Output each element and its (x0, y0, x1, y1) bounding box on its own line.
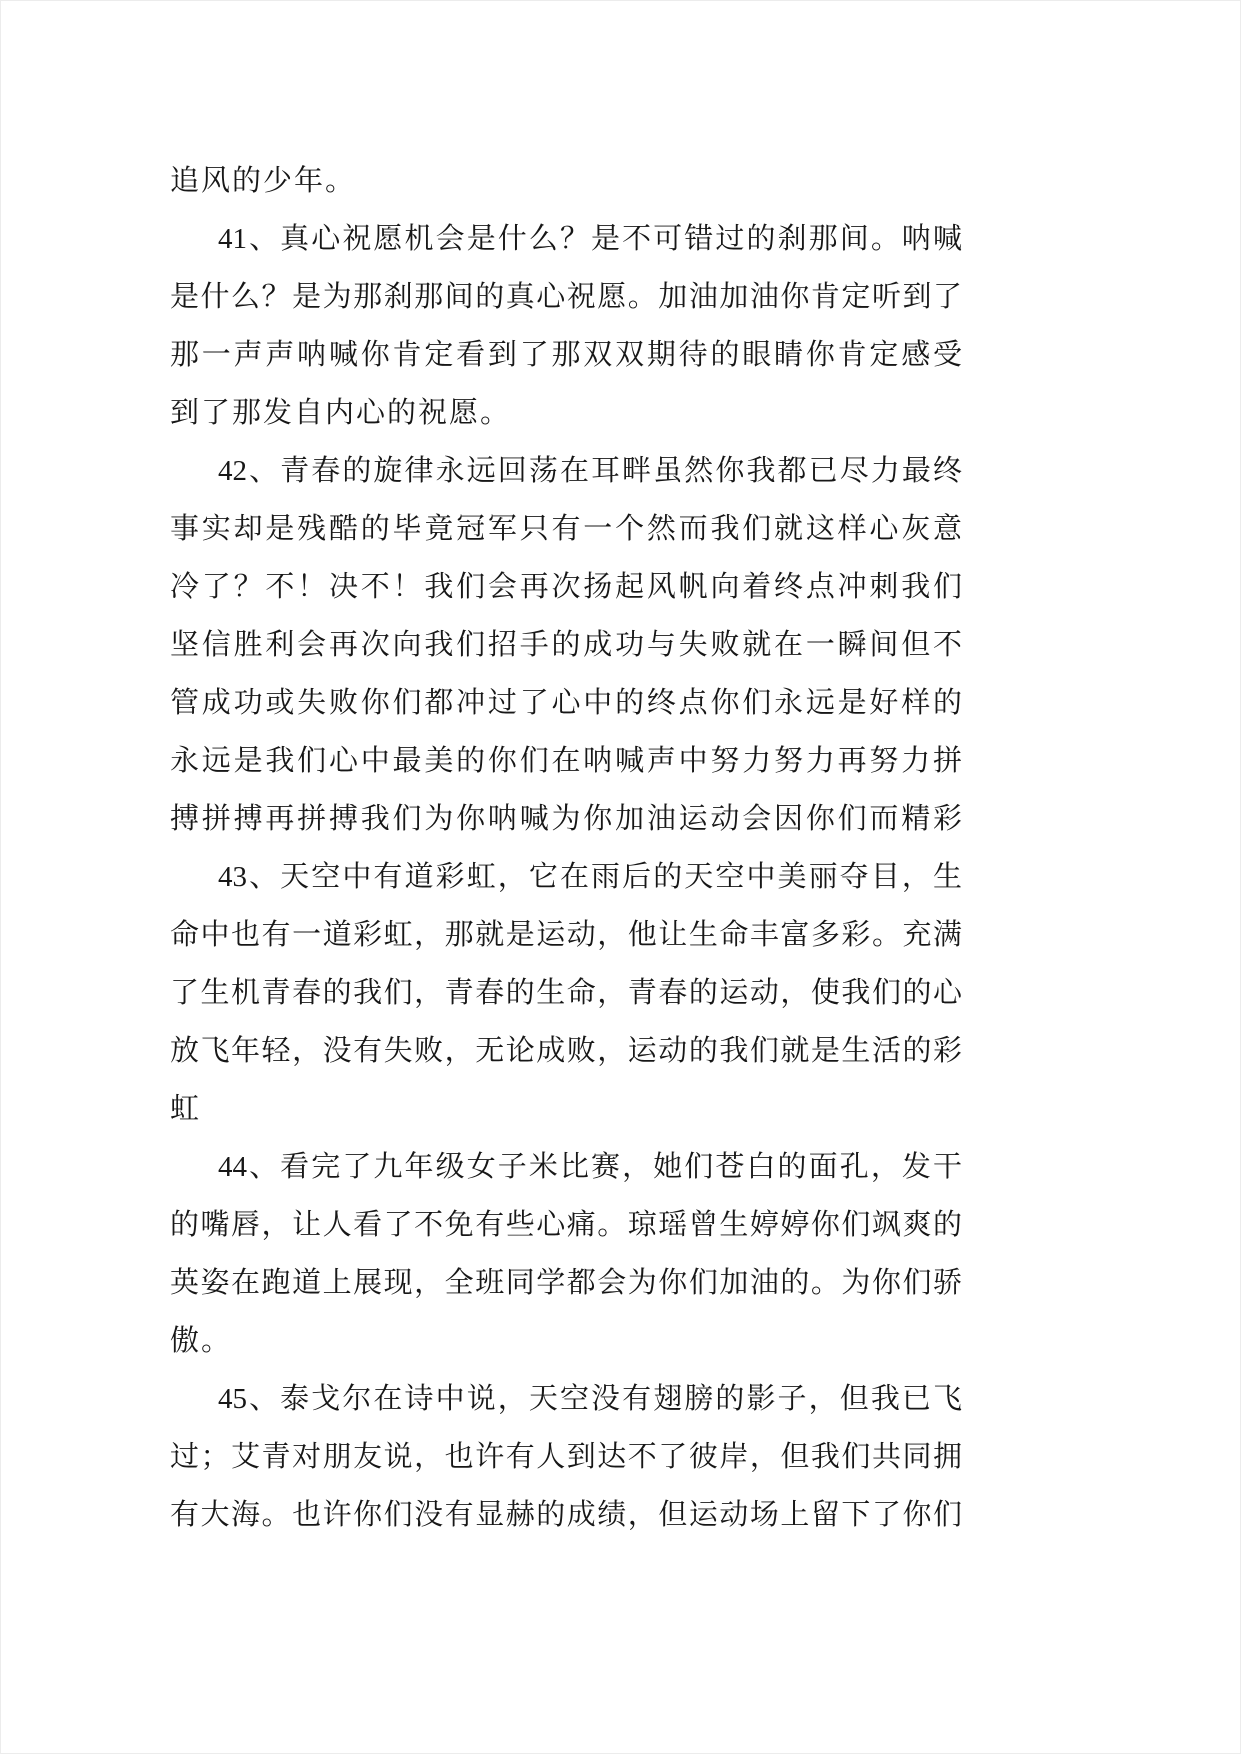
text-line: 41、真心祝愿机会是什么？是不可错过的刹那间。呐喊 (218, 223, 962, 255)
text-line: 搏拼搏再拼搏我们为你呐喊为你加油运动会因你们而精彩 (170, 803, 962, 835)
text-line: 45、泰戈尔在诗中说，天空没有翅膀的影子，但我已飞 (218, 1383, 962, 1415)
text-line: 永远是我们心中最美的你们在呐喊声中努力努力再努力拼 (170, 745, 962, 777)
text-line: 命中也有一道彩虹，那就是运动，他让生命丰富多彩。充满 (170, 919, 962, 951)
text-line: 傲。 (170, 1325, 233, 1357)
text-line: 过；艾青对朋友说，也许有人到达不了彼岸，但我们共同拥 (170, 1441, 962, 1473)
text-line: 了生机青春的我们，青春的生命，青春的运动，使我们的心 (170, 977, 962, 1009)
text-line: 坚信胜利会再次向我们招手的成功与失败就在一瞬间但不 (170, 629, 962, 661)
document-content (170, 152, 962, 1544)
text-line: 追风的少年。 (170, 165, 357, 197)
text-line: 有大海。也许你们没有显赫的成绩，但运动场上留下了你们 (170, 1499, 962, 1531)
paragraph (170, 442, 962, 848)
text-line: 是什么？是为那刹那间的真心祝愿。加油加油你肯定听到了 (170, 281, 962, 313)
text-line: 放飞年轻，没有失败，无论成败，运动的我们就是生活的彩 (170, 1035, 962, 1067)
text-line: 的嘴唇，让人看了不免有些心痛。琼瑶曾生婷婷你们飒爽的 (170, 1209, 962, 1241)
text-line: 到了那发自内心的祝愿。 (170, 397, 512, 429)
paragraph (170, 1370, 962, 1544)
text-line: 42、青春的旋律永远回荡在耳畔虽然你我都已尽力最终 (218, 455, 962, 487)
paragraph (170, 848, 962, 1138)
text-line: 管成功或失败你们都冲过了心中的终点你们永远是好样的 (170, 687, 962, 719)
text-line: 44、看完了九年级女子米比赛，她们苍白的面孔，发干 (218, 1151, 962, 1183)
text-line: 虹 (170, 1093, 202, 1125)
text-line: 那一声声呐喊你肯定看到了那双双期待的眼睛你肯定感受 (170, 339, 962, 371)
text-line: 事实却是残酷的毕竟冠军只有一个然而我们就这样心灰意 (170, 513, 962, 545)
paragraph (170, 152, 962, 210)
text-line: 43、天空中有道彩虹，它在雨后的天空中美丽夺目，生 (218, 861, 962, 893)
text-line: 英姿在跑道上展现，全班同学都会为你们加油的。为你们骄 (170, 1267, 962, 1299)
paragraph (170, 1138, 962, 1370)
paragraph (170, 210, 962, 442)
text-line: 冷了？不！决不！我们会再次扬起风帆向着终点冲刺我们 (170, 571, 962, 603)
